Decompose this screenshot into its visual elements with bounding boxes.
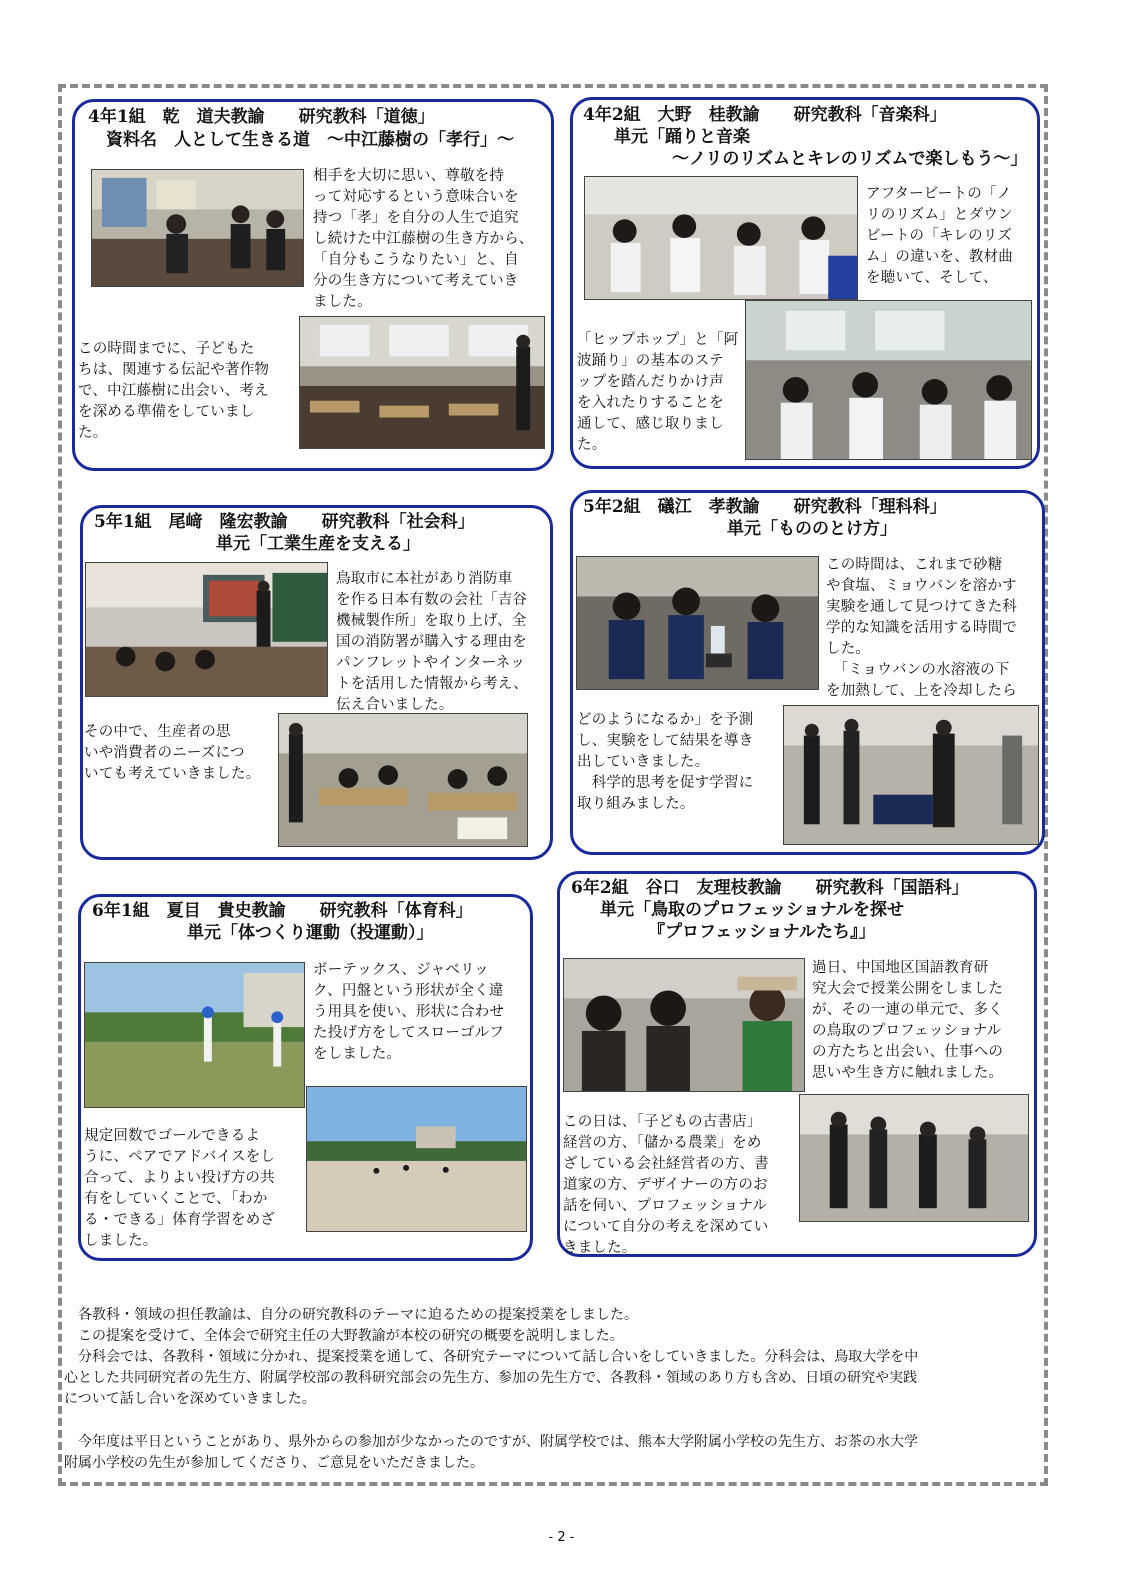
page-number: - 2 - [548, 1530, 575, 1545]
card-5-2-text-1: この時間は、これまで砂糖 や食塩、ミョウバンを溶かす 実験を通して見つけてきた科 学的な知識を活用する時間で した。 「ミョウバンの水溶液の下 を加熱して、上を冷却したら [826, 557, 1018, 699]
card-6-1-heading: 6年1組 夏目 貴史教諭 研究教科「体育科」 [92, 901, 473, 921]
card-6-2-text-2: この日は、「子どもの古書店」 経営の方、「儲かる農業」をめ ざしている会社経営者の方、書 道家の方、デザイナーの方のお 話を伺い、プロフェッショナル について自分の考えを深めてい きました。 [563, 1114, 769, 1256]
card-6-1-subheading: 単元「体つくり運動（投運動）」 [187, 923, 434, 943]
card-4-2-text-1: アフタービートの「ノ リのリズム」とダウン ビートの「キレのリズ ム」の違いを、教材曲 を聴いて、そして、 [866, 186, 1013, 286]
photo-pe-field [306, 1086, 527, 1232]
photo-social-class-groupwork [278, 713, 528, 847]
card-4-2-subheading: 単元「踊りと音楽 [614, 127, 750, 147]
summary-paragraph-2: 今年度は平日ということがあり、県外からの参加が少なかったのですが、附属学校では、熊本大学附属小学校の先生方、お茶の水大学 附属小学校の先生が参加してくださり、ご意見をいただきました。 [64, 1434, 918, 1471]
card-5-2-subheading: 単元「もののとけ方」 [727, 519, 897, 539]
photo-music-class-dance [745, 300, 1032, 460]
card-4-1-text-2: この時間までに、子どもた ちは、関連する伝記や著作物 で、中江藤樹に出会い、考え を深める準備をしていまし た。 [78, 341, 270, 441]
card-5-1-text-2: その中で、生産者の思 いや消費者のニーズにつ いても考えていきました。 [84, 724, 261, 782]
photo-japanese-class-group [799, 1094, 1029, 1222]
card-4-2-text-2: 「ヒップホップ」と「阿 波踊り」の基本のステ ップを踏んだりかけ声 を入れたりすることを 通して、感じ取りまし た。 [577, 332, 739, 453]
photo-social-class-presentation [85, 562, 328, 697]
photo-japanese-class-interview [563, 958, 805, 1092]
card-5-1-heading: 5年1組 尾﨑 隆宏教諭 研究教科「社会科」 [94, 512, 475, 532]
photo-music-class-hands [584, 176, 858, 300]
photo-science-observation [783, 705, 1039, 845]
photo-pe-throwing [84, 962, 305, 1108]
summary-paragraph-1: 各教科・領域の担任教諭は、自分の研究教科のテーマに迫るための提案授業をしました。 この提案を受けて、全体会で研究主任の大野教諭が本校の研究の概要を説明しました。 分科会では、各教科・領域に分かれ、提案授業を通して、各研究テーマについて話し合いをしていきました。分科会は、鳥取大学を中 心とした共同研究者の先生方、附属学校部の教科研究部会の先生方、参加の先生方で、各教科・領域のあり方も含め、日頃の研究や実践 について話し合いを深めていきました。 [64, 1307, 919, 1407]
card-6-2-text-1: 過日、中国地区国語教育研 究大会で授業公開をしました が、その一連の単元で、多く の鳥取のプロフェッショナル の方たちと出会い、仕事への 思いや生き方に触れました。 [812, 960, 1004, 1081]
card-5-1-subheading: 単元「工業生産を支える」 [216, 534, 420, 554]
photo-science-experiment [576, 556, 819, 690]
card-4-1-text-1: 相手を大切に思い、尊敬を持 って対応するという意味合いを 持つ「孝」を自分の人生で追究 し続けた中江藤樹の生き方から、 「自分もこうなりたい」と、自 分の生き方について考えていき ました。 [313, 168, 534, 310]
card-4-2-heading: 4年2組 大野 桂教諭 研究教科「音楽科」 [583, 105, 947, 125]
card-5-2-text-2: どのようになるか」を予測 し、実験をして結果を導き 出していきました。 科学的思考を促す学習に 取り組みました。 [577, 712, 754, 812]
card-5-1-text-1: 鳥取市に本社があり消防車 を作る日本有数の会社「吉谷 機械製作所」を取り上げ、全 国の消防署が購入する理由を パンフレットやインターネッ トを活用した情報から考え、 伝え合いました。 [336, 571, 528, 713]
photo-moral-class-speaking [91, 169, 304, 287]
card-4-2-subheading-2: ～ノリのリズムとキレのリズムで楽しもう～」 [672, 149, 1028, 169]
card-6-2-heading: 6年2組 谷口 友理枝教諭 研究教科「国語科」 [571, 878, 969, 898]
card-4-1-subheading: 資料名 人として生きる道 ～中江藤樹の「孝行」～ [106, 130, 514, 150]
card-6-1-text-1: ボーテックス、ジャベリッ ク、円盤という形状が全く違 う用具を使い、形状に合わせ た投げ方をしてスローゴルフ をしました。 [313, 962, 505, 1062]
card-4-1-heading: 4年1組 乾 道夫教諭 研究教科「道徳」 [88, 107, 435, 127]
card-6-1-text-2: 規定回数でゴールできるよ うに、ペアでアドバイスをし 合って、よりよい投げ方の共 有をしていくことで、「わか る・できる」体育学習をめざ しました。 [84, 1128, 276, 1249]
card-6-2-subheading-2: 『プロフェッショナルたち』」 [648, 922, 876, 942]
card-6-2-subheading: 単元「鳥取のプロフェッショナルを探せ [600, 900, 904, 920]
card-5-2-heading: 5年2組 礒江 孝教諭 研究教科「理科科」 [583, 497, 947, 517]
photo-moral-classroom [299, 316, 545, 449]
